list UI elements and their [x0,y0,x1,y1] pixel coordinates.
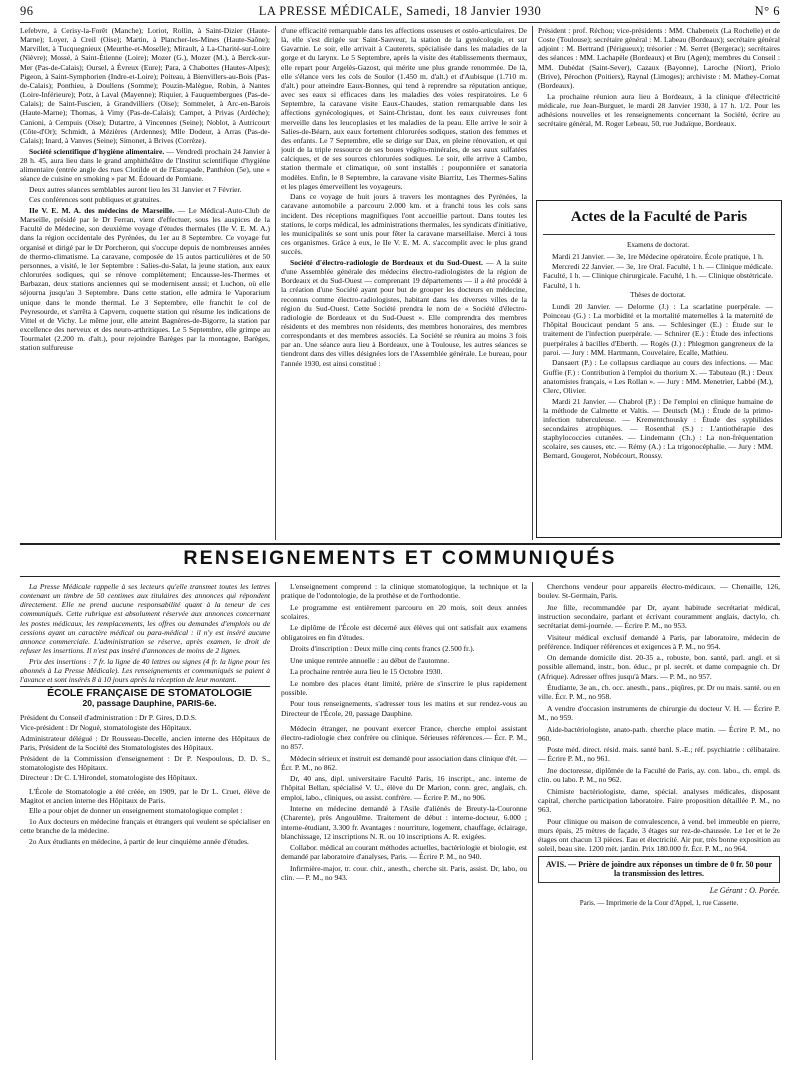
paragraph: Président : prof. Réchou; vice-présidents : MM. Chabeneix (La Rochelle) et de Coste (Toulouse); secrétaire général : M. Labeau (Bordeaux); secrétaire général adjoint : M. Bertrand (Périgueux); trésorier : M. Serret (Bergerac); secrétaires des séances : MM. Lachapèle (Bordeaux) et Bru (Agen); membres du Conseil : MM. Dubédat (Saint-Sever), Cazaux (Bayonne), Laroche (Niort), Priolo (Brive), Pérochon (Poitiers), Raynal (Limoges); archiviste : M. Mathey-Cornat (Bordeaux). [538,26,780,90]
classified-ad: Dr, 40 ans, dipl. universitaire Faculté Paris, 16 inscript., anc. interne de l'hôpital Bellan, spécialisé V. U., élève du Dr Marion, conn. grec, anglais, ch. emploi, labo., cliniques, ou assist. confrère. — Écrire P. M., no 906. [281,774,527,802]
notice-box: AVIS. — Prière de joindre aux réponses un timbre de 0 fr. 50 pour la transmission des lettres. [538,856,780,883]
classified-ad: Infirmière-major, tr. cour. chir., anesth., cherche sit. Paris, assist. Dr, labo, ou clin. — P. M., no 943. [281,863,527,883]
staff-line: Directeur : Dr C. L'Hirondel, stomatologiste des Hôpitaux. [20,773,198,783]
paragraph [20,147,270,184]
lower-column-1 [20,582,270,1062]
classified-ad: Visiteur médical exclusif demandé à Paris, par laboratoire, médecin de préférence. Indiquer références et exigences à P. M., no 954. [538,632,780,651]
column-divider [275,26,276,540]
thesis-entry: Dansaert (P.) : Le collapsus cardiaque au cours des infections. — Mac Guffie (F.) : Contribution à l'emploi du thorium X. — Tabuteau (R.) : Deux anatomistes français, « Les Rollan ». — Jury : MM. Menetrier, Labbé (M.), Clerc, Olivier. [543,358,773,395]
paragraph: 1o Aux docteurs en médecine français et étrangers qui veulent se spécialiser en cette branche de la médecine. [20,817,270,836]
classified-ad: Collabor. médical au courant méthodes actuelles, bactériologie et biologie, est demandé par laboratoire d'analyses, Paris. — Écrire P. M., no 940. [281,843,527,862]
thesis-entry: Lundi 20 Janvier. — Delorme (J.) : La scarlatine puerpérale. — Poinceau (G.) : La morbidité et la mortalité maternelles à la maternité de l'hôpital Boucicaut pendant 5 ans. — Schlesinger (E.) : Étude sur le traitement de l'infection puerpérale. — Schnirer (E.) : Étude des infections puerpérales à bacilles d'Eberth. — Rogès (J.) : Phlegmon gangreneux de la paroi. — Jury : MM. Hartmann, Couvelaire, Ecalle, Mathieu. [543,301,773,357]
classified-ad: Cherchons vendeur pour appareils électro-médicaux. — Chenaille, 126, boulev. St-Germain, Paris. [538,582,780,601]
column-divider [532,582,533,1060]
paragraph [281,258,527,368]
classified-ad: Médecin étranger, ne pouvant exercer France, cherche emploi assistant électro-radiologie chez confrère ou clinique. Sérieuses références.— Écr. P. M., no 857. [281,723,527,752]
paragraph: Le programme est entièrement parcouru en 20 mois, soit deux années scolaires. [281,602,527,621]
classified-ad: Médecin sérieux et instruit est demandé pour association dans clinique d'ét. — Écr. P. M., no 862. [281,753,527,772]
column-divider [275,582,276,1060]
faculty-box [536,200,782,538]
printer-imprint: Paris. — Imprimerie de la Cour d'Appel, 1, rue Cassette. [579,898,739,907]
school-title: ÉCOLE FRANÇAISE DE STOMATOLOGIE [47,686,252,699]
classified-ad: Poste méd. direct. résid. mais. santé banl. S.-E.; réf. psychiatrie : célibataire. — Écrire P. M., no 961. [538,745,780,764]
section-banner: RENSEIGNEMENTS ET COMMUNIQUÉS [183,547,617,569]
paragraph: Dans ce voyage de huit jours à travers les montagnes des Pyrénées, la caravane automobile a parcouru 2.000 km. et a franchi tous les cols sans incident. Des réceptions magnifiques l'ont accueillie partout. Dans toutes les stations, le corps médical, les administrations thermales, les syndicats d'initiative, les municipalités se sont unis pour fêter la caravane marseillaise. Merci à tous ces organismes. Grâce à eux, le IIe V. E. M. A. s'accomplit avec le plus grand succès. [281,192,527,257]
section-rule [20,576,780,577]
classified-ad: A vendre d'occasion instruments de chirurgie du docteur V. H. — Écrire P. M., no 959. [538,703,780,722]
school-address: 20, passage Dauphine, PARIS-6e. [82,698,217,709]
exam-heading: Examens de doctorat. [626,241,690,249]
page-number: 96 [20,4,34,18]
classified-ad: On demande domicile dist. 20-35 a., robuste, bon. santé, parl. angl. et si possible allemand, instr., bon. éduc., pr pl. secrét. et dame compagnie ch. Dr (Afrique). Adresser offres jusqu'à Mars. — P. M., no 957. [538,653,780,681]
faculty-title: Actes de la Faculté de Paris [570,209,748,225]
classified-ad: Étudiante, 3e an., ch. occ. anesth., pans., piqûres, pr. Dr ou mais. santé. ou en ville. Écr. P. M., no 958. [538,683,780,702]
box-rule [543,234,775,235]
thesis-entry: Mardi 21 Janvier. — Chabrol (P.) : De l'emploi en clinique humaine de la méthode de Calmette et Valtis. — Deutsch (M.) : Étude de la primo-infection tuberculeuse. — Krementchousky : Étude des syphilides secondaires atrophiques. — Rosenthal (S.) : L'antiothérapie des staphylococcies cutanées. — Lindemann (Ch.) : La non-fréquentation scolaire, ses causes, etc. — Rémy (A.) : La trigonocéphalie. — Jury : MM. Bernard, Gougerot, Nobécourt, Roussy. [543,396,773,461]
section-heading: IIe V. E. M. A. des médecins de Marseille. [29,205,175,215]
running-header [20,4,780,20]
lower-column-3 [538,582,780,1062]
paragraph: Deux autres séances semblables auront lieu les 31 Janvier et 7 Février. [29,184,242,194]
paragraph: Elle a pour objet de donner un enseignement stomatologique complet : [29,806,243,816]
paragraph: Ces conférences sont publiques et gratuites. [29,195,162,205]
paragraph: L'École de Stomatologie a été créée, en 1909, par le Dr L. Cruet, élève de Magitot et ancien interne des Hôpitaux de Paris. [20,786,270,805]
section-heading: Société d'électro-radiologie de Bordeaux et du Sud-Ouest. [290,257,483,267]
price-text: Prix des insertions : 7 fr. la ligne de 40 lettres ou signes (4 fr. la ligne pour les abonnés à La Presse Médicale). Les renseignements et communiqués se paient à l'avance et sont insérés 8 à 10 jours après la réception de leur montant. [20,657,270,687]
paragraph: La prochaine réunion aura lieu à Bordeaux, à la clinique d'électricité médicale, rue Jean-Burguet, le mardi 28 Janvier 1930, à 17 h. 1/2. Pour les adhésions nouvelles et les renseignements concernant la Société, écrire au secrétaire général, M. Roger Lebeau, 50, rue Judaïque, Bordeaux. [538,91,780,129]
paragraph-text: — Le Médical-Auto-Club de Marseille, présidé par le Dr Ferran, vient d'effectuer, sous les auspices de la Faculté de Médecine, son deuxième voyage d'études thermales (IIe V. E. M. A.) dans la région occidentale des Pyrénées, du 1er au 8 Septembre. Ce voyage fut organisé et dirigé par le Dr Porcheron, qui s'occupe depuis de nombreuses années de thermo-climatisme. La caravane, composée de 15 autos particulières et de 50 personnes, a visité, le 1er Septembre : Salies-du-Salat, la jeune station, aux eaux chlorurées sodiques, qui se rénove complètement; Encausse-les-Thermes et Barbazan, deux stations anciennes qui se modernisent aussi; et Luchon, où elle séjourna jusqu'au 3 Septembre. Dans cette station, elle admira le Vaporarium unique dans le monde thermal. Le 3 Septembre, elle franchit le col de Peyresourde, et s'arrêta à Capvern, coquette station qui résume les indications de Vittel et de Vichy. Le même jour, elle atteint Bagnères-de-Bigorre, la station par excellence des nerveux et des neuro-arthritiques. Le 5 Septembre, elle grimpe au Tourmalet (2.200 m. d'alt.), pour rejoindre Barèges par la montagne, Barèges, station sulfureuse [20,205,270,353]
lower-column-2 [281,582,527,1062]
paragraph: La prochaine rentrée aura lieu le 15 Octobre 1930. [290,667,443,677]
section-heading: Société scientifique d'hygiène alimentaire. [29,146,165,156]
upper-column-1 [20,26,270,542]
paragraph: Lefebvre, à Cerisy-la-Forêt (Manche); Loriot, Rollin, à Saint-Dizier (Haute-Marne); Loyer, à Creil (Oise); Martin, à Plancher-les-Mines (Haute-Saône); Marvillet, à Tucquegnieux (Meurthe-et-Moselle); Mirault, à La-Charité-sur-Loire (Nièvre); Mossé, à Saint-Étienne (Loire); Mozer (G.), Mozer (M.), à Berck-sur-Mer (Pas-de-Calais); Oursel, à Évreux (Eure); Para, à Chabottes (Hautes-Alpes); Pigeon, à Saint-Symphorien (Indre-et-Loire); Poiteau, à Bienvillers-au-Bois (Pas-de-Calais); Ponthieu, à Doullens (Somme); Pouzin-Malègue, Robin, à Nantes (Loire-Inférieure); Potz, à Laval (Mayenne); Riquier, à Fauquembergues (Pas-de-Calais); de Saint-Fuscien, à Grandvilliers (Oise); Sommelet, à Arc-en-Barois (Haute-Marne); Thomas, à Vimy (Pas-de-Calais); Campet, à Privas (Ardèche); Canioni, à Cempuis (Oise); Dutartre, à Vincennes (Seine); Noblot, à Autricourt (Côte-d'Or); Schmidt, à Mézières (Ardennes); Mlle Dodeur, à Arras (Pas-de-Calais); Inard, à Vanves (Seine); Simonet, à Brives (Corrèze). [20,26,270,145]
staff-line: Vice-président : Dr Nogué, stomatologiste des Hôpitaux. [20,723,192,733]
staff-line: Président de la Commission d'enseignement : Dr P. Nespoulous, D. D. S., stomatologiste des Hôpitaux. [20,753,270,772]
header-rule [20,22,780,23]
exam-entry: Mardi 21 Janvier. — 3e, 1re Médecine opératoire. École pratique, 1 h. [552,251,764,261]
upper-column-2 [281,26,527,542]
paragraph: Une unique rentrée annuelle : au début de l'automne. [290,655,450,665]
notice-text: La Presse Médicale rappelle à ses lecteurs qu'elle transmet toutes les lettres contenant un timbre de 50 centimes aux titulaires des annonces qui répondent directement. Elle ne prend aucune responsabilité quant à la teneur de ces communiqués. Cette rubrique est absolument réservée aux annonces concernant les postes médicaux, les remplacements, les offres ou demandes d'emplois ou de cessions ayant un caractère médical ou para-médical : il n'y est inséré aucune annonce commerciale. L'administration se réserve, après examen, le droit de refuser les insertions. Il n'est pas inséré d'annonces de moins de 2 lignes. [20,582,270,656]
paragraph [20,206,270,353]
issue-number: N° 6 [754,4,780,18]
manager-signature: Le Gérant : O. Porée. [709,885,780,895]
classified-ad: Jne doctoresse, diplômée de la Faculté de Paris, ay. con. labo., ch. empl. ds clin. ou labo. P. M., no 962. [538,765,780,785]
paragraph: L'enseignement comprend : la clinique stomatologique, la technique et la pratique de l'odontologie, de la prothèse et de l'orthodontie. [281,582,527,601]
theses-heading: Thèses de doctorat. [630,291,686,300]
paragraph-text: — Vendredi prochain 24 Janvier à 28 h. 45, aura lieu dans le grand amphithéâtre de l'Institut scientifique d'hygiène alimentaire (entrée angle des rues Clotilde et de l'Estrapade, Panthéon (5e), une « séance de cuisine en smoking » par M. Édouard de Pomiane. [20,146,270,183]
paragraph: Le diplôme de l'École est décerné aux élèves qui ont satisfait aux examens obligatoires en fin d'études. [281,623,527,642]
classified-ad: Interne en médecine demandé à l'Asile d'aliénés de Breuty-la-Couronne (Charente), près Angoulême. Traitement de début : interne-docteur, 6.000 ; interne-étudiant, 3.300 fr. Avantages : nourriture, logement, chauffage, éclairage, blanchissage, 12 inscriptions N. R. ou 10 inscriptions A. R. exigées. [281,804,527,841]
classified-ad: Aide-bactériologiste, anato-path. cherche place matin. — Écrire P. M., no 960. [538,724,780,743]
upper-column-3 [538,26,780,196]
classified-ad: Pour clinique ou maison de convalescence, à vend. bel immeuble en pierre, murs épais, 25 mètres de façade, 3 étages sur rez-de-chaussée. Le 1er et le 2e étages ont chacun 13 pièces. Eau et électricité. Air pur, très bonne exposition au soleil, beau site. 1200 mèt. jardin. Prix 180.000 fr. Écr. P. M., no 964. [538,816,780,853]
staff-line: Administrateur délégué : Dr Rousseau-Decelle, ancien interne des Hôpitaux de Paris, Président de la Société des Stomatologistes des Hôpitaux. [20,733,270,752]
classified-ad: Chimiste bactériologiste, dame, spécial. analyses médicales, disposant capital, cherche participation laboratoire. Faire proposition détaillée P. M., no 963. [538,786,780,814]
classified-ad: Jne fille, recommandée par Dr, ayant habitude secrétariat médical, instruction secondaire, parlant et écrivant couramment anglais, dactylo, ch. secrétariat demi-journée. — Écrire P. M., no 953. [538,602,780,631]
paragraph: 2o Aux étudiants en médecine, à partir de leur cinquième année d'études. [29,836,249,846]
exam-entry: Mercredi 22 Janvier. — 3e, 1re Oral. Faculté, 1 h. — Clinique médicale. Faculté, 1 h. — Clinique chirurgicale. Faculté, 1 h. — Clinique obstétricale. Faculté, 1 h. [543,262,773,290]
column-divider [532,26,533,540]
journal-title: LA PRESSE MÉDICALE, Samedi, 18 Janvier 1930 [258,4,542,18]
paragraph: Droits d'inscription : Deux mille cinq cents francs (2.500 fr.). [290,644,475,654]
paragraph: Le nombre des places étant limité, prière de s'inscrire le plus rapidement possible. [281,678,527,697]
paragraph-text: — A la suite d'une Assemblée générale des médecins électro-radiologistes de la région de Bordeaux et du Sud-Ouest — comprenant 19 départements — il a été procédé à la création d'une Société ayant pour but de grouper les docteurs en médecine, reconnus comme électro-radiologistes, habitant dans les diverses villes de la région du Sud-Ouest. Cette Société prendra le nom de « Société d'électro-radiologie de Bordeaux et du Sud-Ouest ». Elle comprendra des membres résidents et des membres non résidents, des membres honoraires, des membres correspondants et des membres associés. La Société se réunira au moins 3 fois par an. Une séance aura lieu à Bordeaux, une à Toulouse, les autres séances se tiendront dans des villes désignées lors de l'Assemblée générale. Le bureau, pour l'année 1930, est ainsi constitué : [281,257,527,368]
section-rule [20,543,780,545]
paragraph: Pour tous renseignements, s'adresser tous les matins et sur rendez-vous au Directeur de l'École, 20, passage Dauphine. [281,699,527,718]
faculty-content [543,241,773,533]
paragraph: d'une efficacité remarquable dans les affections osseuses et ostéo-articulaires. De là, elle s'est dirigée sur Saint-Sauveur, la station de la gynécologie, et sur Gavarnie. Le soir, elle arrivait à Cauterets, spécialisée dans les maladies de la gorge et du larynx. Le 5 Septembre, après la visite des établissements thermaux, elle repart pour Argelès-Gazost, qui mérite une plus grande renommée. De là, elle s'élance vers les cols de Soulor (1.450 m. d'alt.) et d'Aubisque (1.710 m. d'alt.) pour atteindre Eaux-Bonnes, qui tend à reprendre sa réputation antique, avec ses eaux si efficaces dans les maladies des voies respiratoires. Le 6 Septembre, la caravane visite Eaux-Chaudes, station remarquable dans les affections gynécologiques, et Saint-Christau, dont les eaux cuivreuses font merveille dans les leucoplasies et les maladies de la peau. Elle arrive le soir à Salies-de-Béarn, aux eaux fortement chlorurées sodiques, station des femmes et des enfants. Le 7 Septembre, elle se dirige sur Dax, en pleine rénovation, et qui jouit de la triple ressource de ses boues végéto-minérales, de ses eaux sulfatées calciques, et de ses sources chlorurées sodiques. Le soir, elle arrive à Cambo, station thermale et climatique, où sont installés : pouponnière et sanatoria modèles. Enfin, le 8 Septembre, la caravane visite Biarritz, Les Thermes-Salins et les plages émerveillent les voyageurs. [281,26,527,191]
staff-line: Président du Conseil d'administration : Dr P. Gires, D.D.S. [20,712,197,722]
